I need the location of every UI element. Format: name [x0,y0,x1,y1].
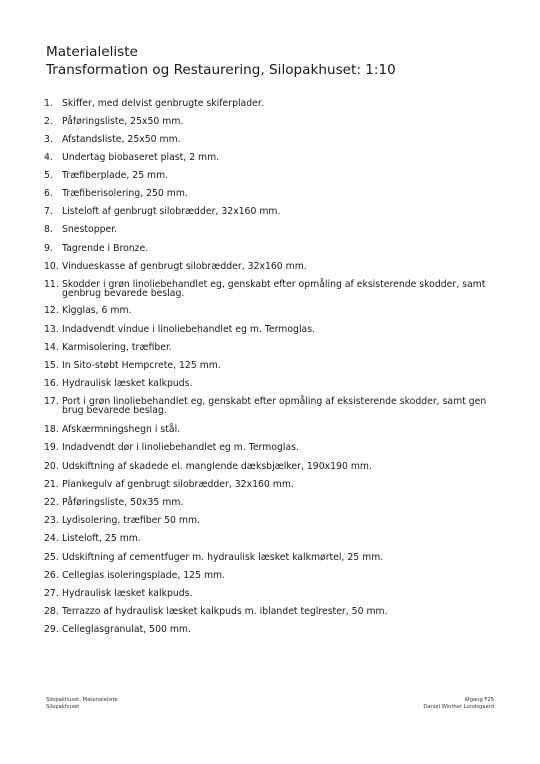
list-item-number: 14. [44,342,59,353]
list-item-number: 26. [44,570,59,581]
list-item-number: 16. [44,378,59,389]
list-item-number: 11. [44,279,59,290]
list-item-text: Celleglas isoleringsplade, 125 mm. [62,570,226,581]
list-item-text: Listeloft, 25 mm. [62,533,141,544]
list-item-text: Skodder i grøn linoliebehandlet eg, genskabt efter opmåling af eksisterende skodder, samt genbrug bevarede beslag. [62,279,486,299]
list-item-number: 22. [44,497,59,508]
page-title: Materialeliste [46,44,138,60]
footer-right [423,697,494,710]
list-item-text: Listeloft af genbrugt silobrædder, 32x160 mm. [62,206,281,217]
list-item-number: 13. [44,324,59,335]
list-item-text: Indadvendt vindue i linoliebehandlet eg m. Termoglas. [62,324,316,335]
list-item-number: 12. [44,305,59,316]
list-item-text: Karmisolering, træfiber. [62,342,172,353]
list-item-text: Indadvendt dør i linoliebehandlet eg m. Termoglas. [62,442,299,453]
list-item-number: 20. [44,461,59,472]
list-item-text: Træfiberisolering, 250 mm. [62,188,188,199]
footer-course: Afgang F25 [464,697,494,703]
list-item-text: Vindueskasse af genbrugt silobrædder, 32x160 mm. [62,261,307,272]
footer-author: Daniel Winther Lundsgaard [423,703,494,710]
list-item-text: Kigglas, 6 mm. [62,305,132,316]
list-item-number: 8. [44,224,53,235]
list-item-text: Udskiftning af skadede el. manglende dæksbjælker, 190x190 mm. [62,461,372,472]
list-item-number: 19. [44,442,59,453]
list-item-number: 15. [44,360,59,371]
list-item-text: Plankegulv af genbrugt silobrædder, 32x160 mm. [62,479,294,490]
list-item-text: Lydisolering, træfiber 50 mm. [62,515,200,526]
list-item-text: Tagrende i Bronze. [62,243,149,254]
list-item-number: 17. [44,396,59,407]
list-item-text: Snestopper. [62,224,118,235]
list-item-text: In Sito-støbt Hempcrete, 125 mm. [62,360,221,371]
list-item-text: Udskiftning af cementfuger m. hydraulisk læsket kalkmørtel, 25 mm. [62,552,384,563]
list-item-text: Påføringsliste, 25x50 mm. [62,116,184,127]
list-item-number: 24. [44,533,59,544]
list-item-text: Træfiberplade, 25 mm. [62,170,169,181]
list-item-number: 6. [44,188,53,199]
list-item-number: 27. [44,588,59,599]
list-item-number: 1. [44,98,53,109]
footer-project-name: Silopakhuset [46,703,80,710]
list-item-text: Celleglasgranulat, 500 mm. [62,624,191,635]
list-item-number: 9. [44,243,53,254]
list-item-text: Skiffer, med delvist genbrugte skiferplader. [62,98,264,109]
list-item-text: Afstandsliste, 25x50 mm. [62,134,181,145]
list-item-text: Påføringsliste, 50x35 mm. [62,497,184,508]
title-block [46,43,506,79]
list-item-number: 28. [44,606,59,617]
footer-project-title: Silopakhuset, Materialeliste [46,697,118,703]
list-item-text: Hydraulisk læsket kalkpuds. [62,378,193,389]
list-item-number: 25. [44,552,59,563]
footer-left [46,697,118,710]
list-item-number: 3. [44,134,53,145]
list-item-text: Port i grøn linoliebehandlet eg, genskabt efter opmåling af eksisterende skodder, samt gen brug bevarede beslag. [62,396,487,416]
list-item-number: 21. [44,479,59,490]
list-item-number: 18. [44,424,59,435]
list-item-number: 7. [44,206,53,217]
list-item-text: Terrazzo af hydraulisk læsket kalkpuds m. iblandet teglrester, 50 mm. [62,606,388,617]
list-item-number: 10. [44,261,59,272]
list-item-number: 23. [44,515,59,526]
list-item-text: Undertag biobaseret plast, 2 mm. [62,152,220,163]
list-item-text: Hydraulisk læsket kalkpuds. [62,588,193,599]
page-subtitle: Transformation og Restaurering, Silopakhuset: 1:10 [46,62,396,78]
list-item-number: 2. [44,116,53,127]
list-item-text: Afskærmningshegn i stål. [62,424,181,435]
list-item-number: 29. [44,624,59,635]
list-item-number: 5. [44,170,53,181]
list-item-number: 4. [44,152,53,163]
